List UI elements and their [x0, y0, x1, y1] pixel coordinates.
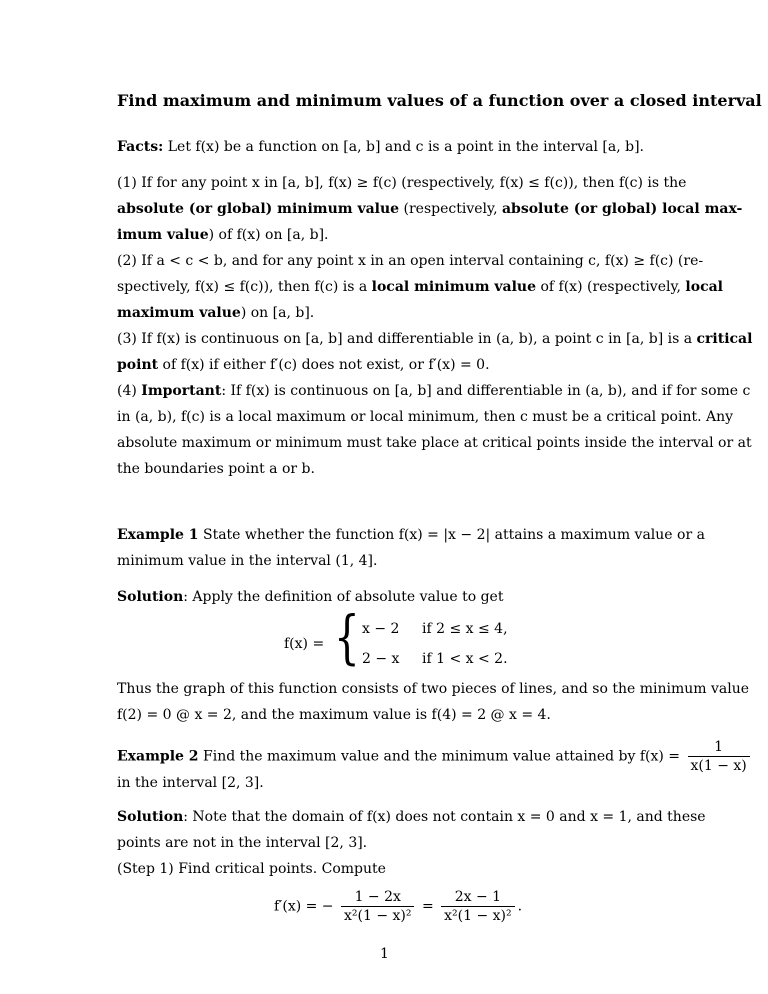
example-1-statement: Example 1 State whether the function f(x) = |x − 2| attains a maximum value or a: [117, 527, 705, 543]
derivative-equation: f′(x) = − $\frac{1 - 2x}{\text{x²(1 − x)²}}$ = $\frac{2x - 1}{\text{x²(1 − x)²}}$ .: [274, 889, 523, 924]
derivative-fraction-2: $\frac{2x - 1}{\text{x²(1 − x)²}}$: [441, 888, 514, 925]
example-2-solution-2: points are not in the interval [2, 3].: [117, 835, 368, 851]
example-1-conclusion-1: Thus the graph of this function consists of two pieces of lines, and so the minimum value: [117, 681, 750, 697]
fact-1-line-2: absolute (or global) minimum value (respectively, absolute (or global) local max-: [117, 201, 743, 217]
fact-1-line-3: imum value) of f(x) on [a, b].: [117, 227, 329, 243]
fact-3-line-1: (3) If f(x) is continuous on [a, b] and differentiable in (a, b), a point c in [a, b] is a critical: [117, 331, 753, 347]
example-1-solution: Solution: Apply the definition of absolute value to get: [117, 589, 504, 605]
solution-label: Solution: [117, 589, 184, 605]
fact-1-line-1: (1) If for any point x in [a, b], f(x) ≥ f(c) (respectively, f(x) ≤ f(c)), then f(c) is the: [117, 175, 687, 191]
case-1-expression: x − 2: [362, 621, 400, 637]
fact-2-line-2: spectively, f(x) ≤ f(c)), then f(c) is a local minimum value of f(x) (respectively, local: [117, 279, 723, 295]
fact-4-line-1: (4) Important: If f(x) is continuous on [a, b] and differentiable in (a, b), and if for some c: [117, 383, 751, 399]
example-2-label: Example 2: [117, 748, 199, 765]
example-1-statement-2: minimum value in the interval (1, 4].: [117, 553, 378, 569]
case-2-condition: if 1 < x < 2.: [422, 651, 508, 667]
example-1-label: Example 1: [117, 527, 199, 543]
fact-2-line-3: maximum value) on [a, b].: [117, 305, 315, 321]
page-number: 1: [380, 946, 389, 962]
fraction-one-over-x1mx: $\frac{1}{x(1 - x)}$: [688, 738, 750, 775]
case-1-condition: if 2 ≤ x ≤ 4,: [422, 621, 508, 637]
facts-label: Facts:: [117, 139, 164, 155]
derivative-fraction-1: $\frac{1 - 2x}{\text{x²(1 − x)²}}$: [341, 888, 414, 925]
example-2-statement: Example 2 Find the maximum value and the minimum value attained by f(x) = $\frac{1}{x(1 - x)}$: [117, 738, 677, 775]
piecewise-lhs: f(x) =: [284, 636, 325, 652]
fact-3-line-2: point of f(x) if either f′(c) does not exist, or f′(x) = 0.: [117, 357, 490, 373]
case-2-expression: 2 − x: [362, 651, 400, 667]
example-2-solution-1: Solution: Note that the domain of f(x) does not contain x = 0 and x = 1, and these: [117, 809, 706, 825]
example-1-conclusion-2: f(2) = 0 @ x = 2, and the maximum value is f(4) = 2 @ x = 4.: [117, 707, 551, 723]
fact-2-line-1: (2) If a < c < b, and for any point x in an open interval containing c, f(x) ≥ f(c) (re-: [117, 253, 704, 269]
fact-4-line-2: in (a, b), f(c) is a local maximum or local minimum, then c must be a critical point. Any: [117, 409, 734, 425]
left-brace: {: [334, 603, 360, 671]
example-2-statement-2: in the interval [2, 3].: [117, 775, 264, 791]
page-title: Find maximum and minimum values of a function over a closed interval: [117, 91, 762, 110]
fact-4-line-3: absolute maximum or minimum must take place at critical points inside the interval or at: [117, 435, 752, 451]
fact-4-line-4: the boundaries point a or b.: [117, 461, 315, 477]
solution-label-2: Solution: [117, 809, 184, 825]
step-1-heading: (Step 1) Find critical points. Compute: [117, 861, 386, 877]
facts-intro: Facts: Let f(x) be a function on [a, b] and c is a point in the interval [a, b].: [117, 139, 645, 155]
